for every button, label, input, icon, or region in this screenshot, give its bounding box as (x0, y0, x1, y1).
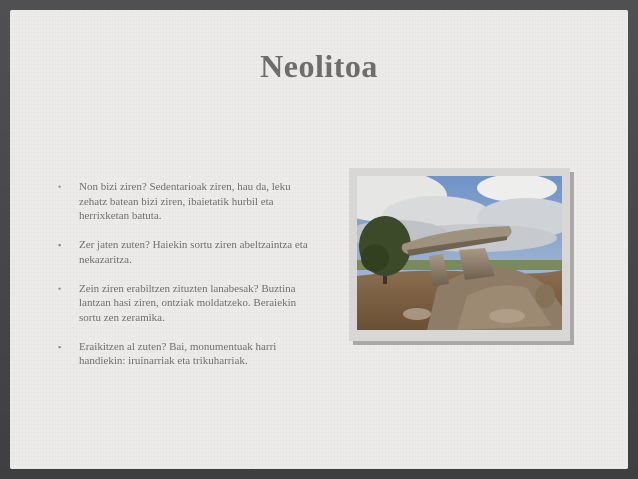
bullet-list (58, 180, 308, 383)
dolmen-photo (357, 176, 562, 330)
bullet-marker-icon: • (58, 283, 62, 294)
bullet-item (58, 282, 308, 326)
bullet-text: Zein ziren erabiltzen zituzten lanabesak? Buztina lantzan hasi ziren, ontziak moldatzeko. Beraiekin sortu zen zeramika. (79, 282, 297, 324)
photo-frame (349, 168, 570, 341)
bullet-item (58, 340, 308, 369)
bullet-text: Zer jaten zuten? Haiekin sortu ziren abeltzaintza eta nekazaritza. (79, 239, 308, 266)
bullet-marker-icon: • (58, 182, 62, 192)
dolmen-photo-icon (357, 176, 562, 330)
slide (10, 10, 628, 469)
slide-title: Neolitoa (260, 48, 378, 84)
bullet-text: Eraikitzen al zuten? Bai, monumentuak harri handiekin: iruinarriak eta trikuharriak. (79, 340, 277, 367)
bullet-marker-icon: ▪ (58, 341, 62, 352)
bullet-item (58, 180, 308, 224)
bullet-marker-icon: ▪ (58, 240, 62, 250)
bullet-text: Non bizi ziren? Sedentarioak ziren, hau da, leku zehatz batean bizi ziren, ibaietatik hurbil eta herrixketan batuta. (79, 181, 291, 222)
bullet-item (58, 238, 308, 267)
